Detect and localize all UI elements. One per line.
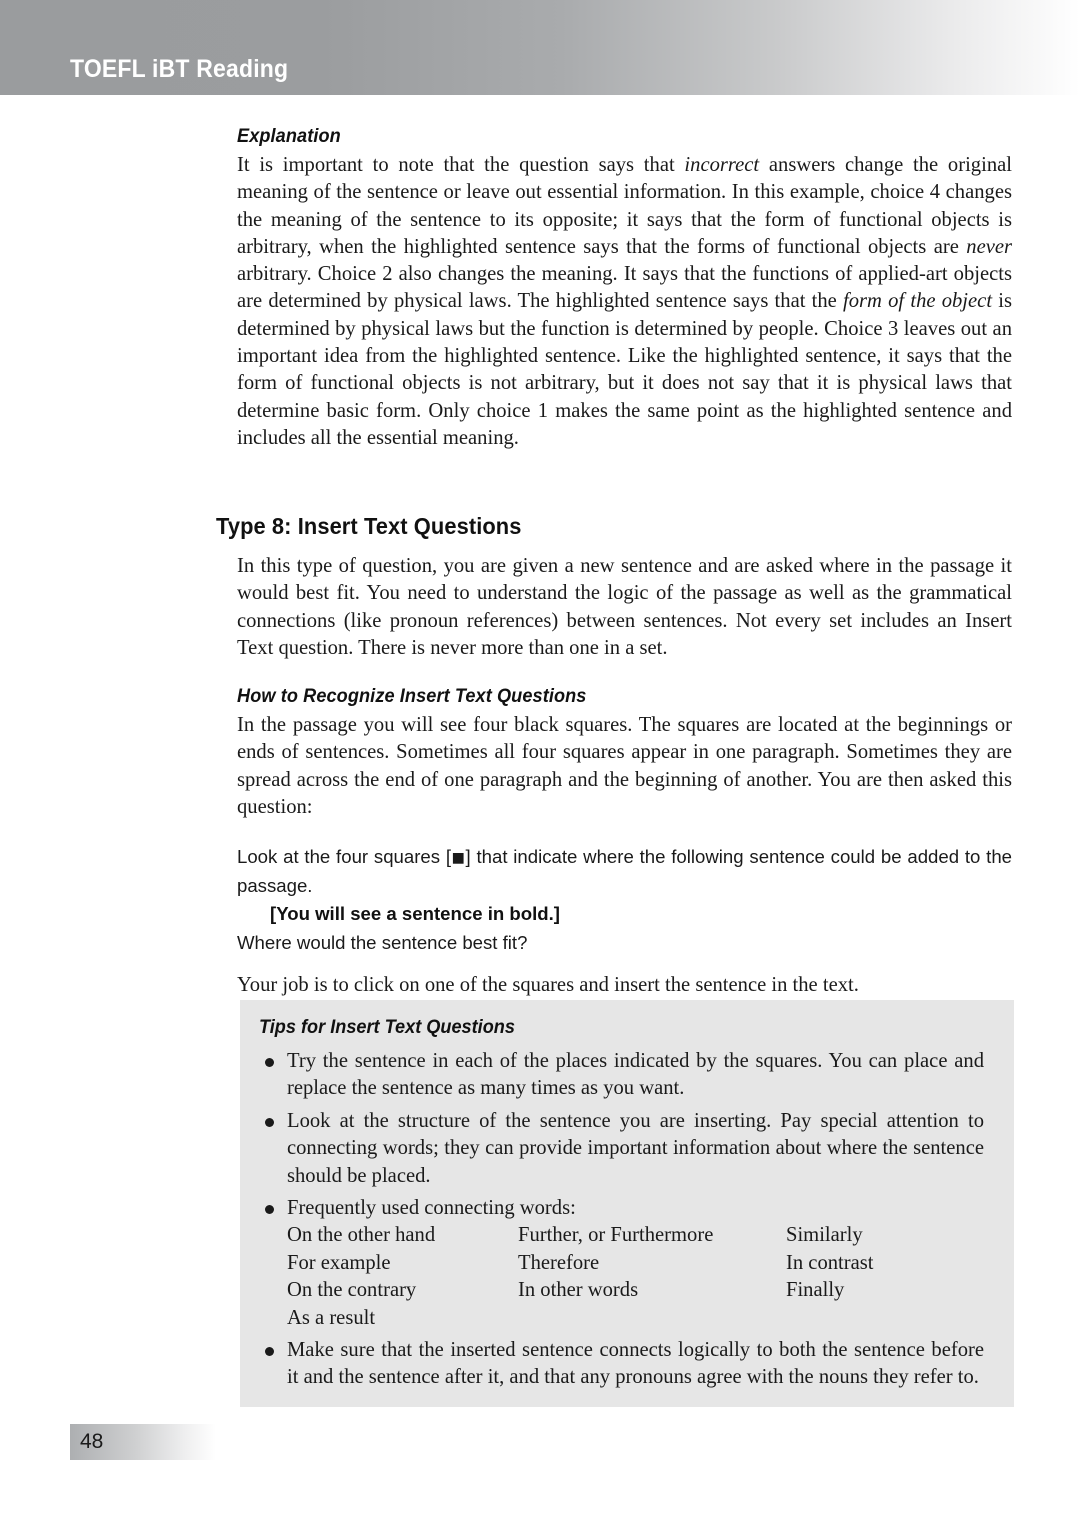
recognize-paragraph: In the passage you will see four black squares. The squares are located at the beginnings or ends of sentences. Sometimes all four squares appear in one paragraph. Sometimes they are spread across the end of one paragraph and the beginning of another. You are then asked this question: <box>237 714 1012 819</box>
tips-list <box>259 1048 984 1392</box>
connecting-words-table <box>287 1222 984 1332</box>
explanation-italic-never: never <box>966 235 1012 258</box>
explanation-text-1: It is important to note that the question says that <box>237 154 685 176</box>
connecting-words-label: Frequently used connecting words: <box>287 1197 576 1220</box>
black-square-icon: ■ <box>451 850 466 867</box>
connector-cell: On the other hand <box>287 1224 436 1247</box>
insert-question-prompt <box>237 843 1012 899</box>
bold-sentence-placeholder: [You will see a sentence in bold.] <box>270 903 560 925</box>
connector-cell: Finally <box>786 1279 845 1302</box>
table-row <box>287 1222 984 1249</box>
type8-content <box>237 553 1012 1000</box>
explanation-text-3: arbitrary. Choice 2 also changes the meaning. It says that the functions of applied-art objects are determined by physical laws. The highlighted sentence says that the <box>237 263 1012 313</box>
page-header-bar <box>0 0 1080 95</box>
prompt-text-after: ] that indicate where the following sentence could be added to the passage. <box>237 846 1013 897</box>
connector-cell: In other words <box>518 1279 639 1302</box>
type8-closing-paragraph: Your job is to click on one of the squares and insert the sentence in the text. <box>237 974 859 997</box>
page-header-title: TOEFL iBT Reading <box>70 55 289 83</box>
tips-box-inner <box>240 1000 1014 1392</box>
explanation-italic-form-of-the-object: form of the object <box>843 290 993 313</box>
explanation-heading: Explanation <box>237 125 341 147</box>
explanation-text-2: answers change the original meaning of the sentence or leave out essential information. In this example, choice 4 changes the meaning of the sentence to its opposite; it says that the form of functional objects is arbitrary, when the highlighted sentence says that the forms of functional objects are <box>237 154 1012 258</box>
tips-box <box>240 1000 1014 1407</box>
spacer-3 <box>237 956 1012 972</box>
section-heading-type8: Type 8: Insert Text Questions <box>216 513 522 539</box>
connector-cell: As a result <box>287 1306 376 1329</box>
explanation-section <box>237 125 1012 452</box>
main-content-column <box>237 125 1012 452</box>
list-item: Look at the structure of the sentence you are inserting. Pay special attention to connecting words; they can provide important information about where the sentence should be placed. <box>259 1108 984 1190</box>
explanation-paragraph <box>237 152 1012 452</box>
list-item <box>259 1195 984 1332</box>
page-footer-bar <box>70 1424 216 1460</box>
explanation-text-4: is determined by physical laws but the function is determined by people. Choice 3 leaves out an important idea from the highlighted sentence. Like the highlighted sentence, it says that the form of functional objects is not arbitrary, but it does not say that it is physical laws that determine basic form. Only choice 1 makes the same point as the highlighted sentence and includes all the essential meaning. <box>237 290 1012 449</box>
connector-cell <box>786 1305 984 1332</box>
table-row <box>287 1277 984 1304</box>
recognize-heading: How to Recognize Insert Text Questions <box>237 685 587 708</box>
prompt-text-before: Look at the four squares [ <box>237 846 452 868</box>
type8-intro-paragraph: In this type of question, you are given a new sentence and are asked where in the passage it would best fit. You need to understand the logic of the passage as well as the grammatical connections (like pronoun references) between sentences. Not every set includes an Insert Text question. There is never more than one in a set. <box>237 555 1012 659</box>
connector-cell: On the contrary <box>287 1279 417 1302</box>
connector-cell: Therefore <box>518 1251 600 1274</box>
connector-cell <box>518 1305 786 1332</box>
connector-cell: In contrast <box>786 1251 874 1274</box>
spacer-2 <box>237 821 1012 843</box>
spacer-1 <box>237 662 1012 685</box>
table-row <box>287 1305 984 1332</box>
question-where-best-fit: Where would the sentence best fit? <box>237 932 528 954</box>
connector-cell: For example <box>287 1251 391 1274</box>
list-item: Try the sentence in each of the places indicated by the squares. You can place and replace the sentence as many times as you want. <box>259 1048 984 1103</box>
table-row <box>287 1250 984 1277</box>
connector-cell: Further, or Furthermore <box>518 1224 714 1247</box>
page-number: 48 <box>80 1430 104 1453</box>
connector-cell: Similarly <box>786 1224 863 1247</box>
tips-box-title: Tips for Insert Text Questions <box>259 1016 515 1038</box>
explanation-italic-incorrect: incorrect <box>684 154 760 176</box>
list-item: Make sure that the inserted sentence connects logically to both the sentence before it and the sentence after it, and that any pronouns agree with the nouns they refer to. <box>259 1337 984 1392</box>
